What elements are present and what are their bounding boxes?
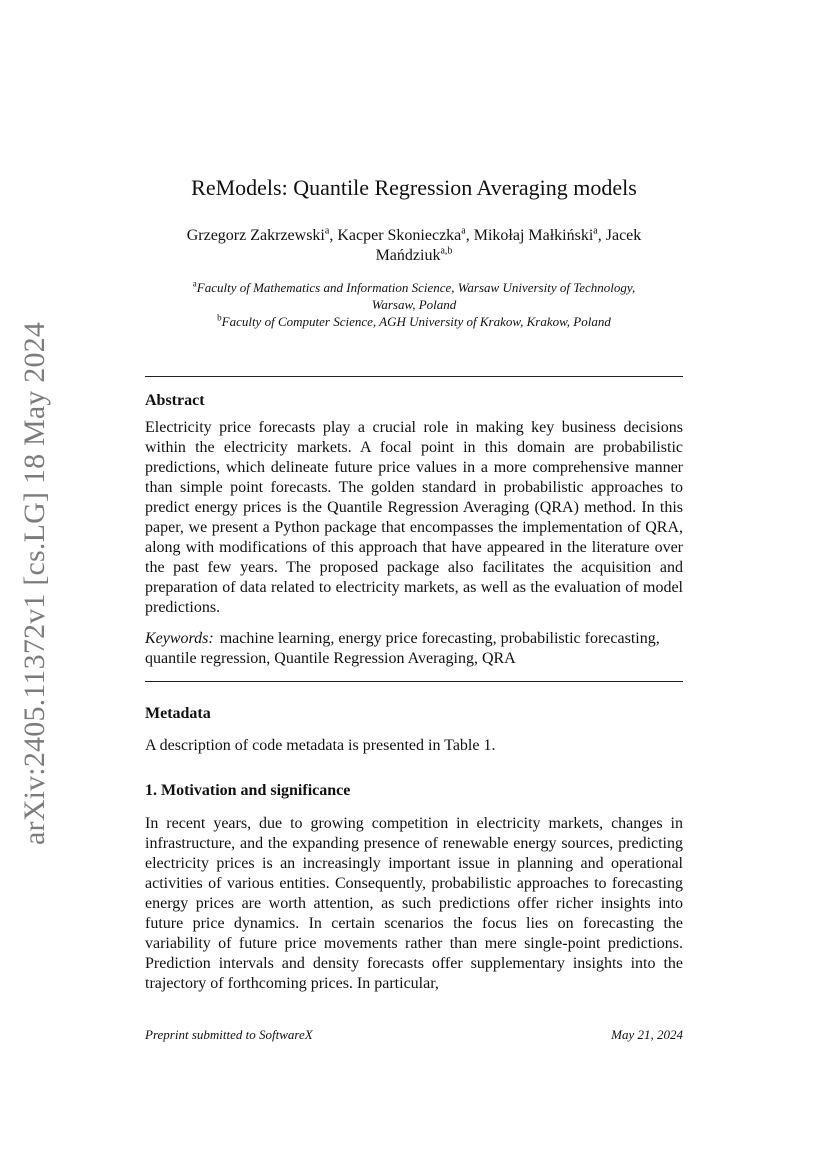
abstract-bottom-rule (145, 681, 683, 682)
footer-preprint-note: Preprint submitted to SoftwareX (145, 1027, 313, 1042)
affiliation-marker: a (593, 225, 598, 237)
metadata-heading: Metadata (145, 705, 211, 722)
author-name: Mańdziuk (375, 247, 441, 264)
page-footer (145, 1027, 683, 1043)
affiliation-b (145, 313, 683, 330)
keywords (145, 629, 683, 669)
motivation-body: In recent years, due to growing competition in electricity markets, changes in infrastructure, and the expanding presence of renewable energy sources, predicting electricity prices is an increasingly important issue in planning and operational activities of various entities. Consequently, probabilistic approaches to forecasting energy prices are worth attention, as such predictions offer richer insights into future price dynamics. In certain scenarios the focus lies on forecasting the variability of future price movements rather than mere single-point predictions. Prediction intervals and density forecasts offer supplementary insights into the trajectory of forthcoming prices. In particular, (145, 815, 683, 992)
footer-date: May 21, 2024 (611, 1027, 683, 1042)
author-name: , Kacper Skonieczka (329, 227, 462, 244)
affiliation-text: Faculty of Mathematics and Information Science, Warsaw University of Technology, (196, 280, 636, 295)
abstract-heading: Abstract (145, 392, 205, 409)
paper-title: ReModels: Quantile Regression Averaging models (191, 175, 637, 200)
arxiv-sidebar (18, 321, 60, 855)
author-name: , Mikołaj Małkiński (465, 227, 594, 244)
arxiv-identifier: arXiv:2405.11372v1 [cs.LG] 18 May 2024 (18, 321, 51, 845)
affiliation-marker: a,b (440, 245, 453, 257)
author-name: , Jacek (597, 227, 642, 244)
affiliation-marker: b (217, 312, 222, 323)
motivation-heading: 1. Motivation and significance (145, 782, 351, 799)
author-list (145, 226, 683, 266)
metadata-body: A description of code metadata is presented in Table 1. (145, 737, 496, 754)
abstract-top-rule (145, 376, 683, 377)
affiliation-marker: a (192, 278, 197, 289)
author-name: Grzegorz Zakrzewski (186, 227, 325, 244)
abstract-body: Electricity price forecasts play a crucial role in making key business decisions within the electricity markets. A focal point in this domain are probabilistic predictions, which delineate future price values in a more comprehensive manner than simple point forecasts. The golden standard in probabilistic approaches to predict energy prices is the Quantile Regression Averaging (QRA) method. In this paper, we present a Python package that encompasses the implementation of QRA, along with modifications of this approach that have appeared in the literature over the past few years. The proposed package also facilitates the acquisition and preparation of data related to electricity markets, as well as the evaluation of model predictions. (145, 419, 683, 616)
affiliation-marker: a (461, 225, 466, 237)
keywords-list: machine learning, energy price forecasting, probabilistic forecasting, quantile regression, Quantile Regression Averaging, QRA (145, 630, 660, 667)
affiliations (145, 279, 683, 330)
affiliation-text: Faculty of Computer Science, AGH University of Krakow, Krakow, Poland (221, 314, 611, 329)
affiliation-text: Warsaw, Poland (371, 297, 457, 312)
affiliation-marker: a (324, 225, 330, 237)
keywords-label: Keywords: (145, 630, 214, 647)
affiliation-a (145, 279, 683, 313)
